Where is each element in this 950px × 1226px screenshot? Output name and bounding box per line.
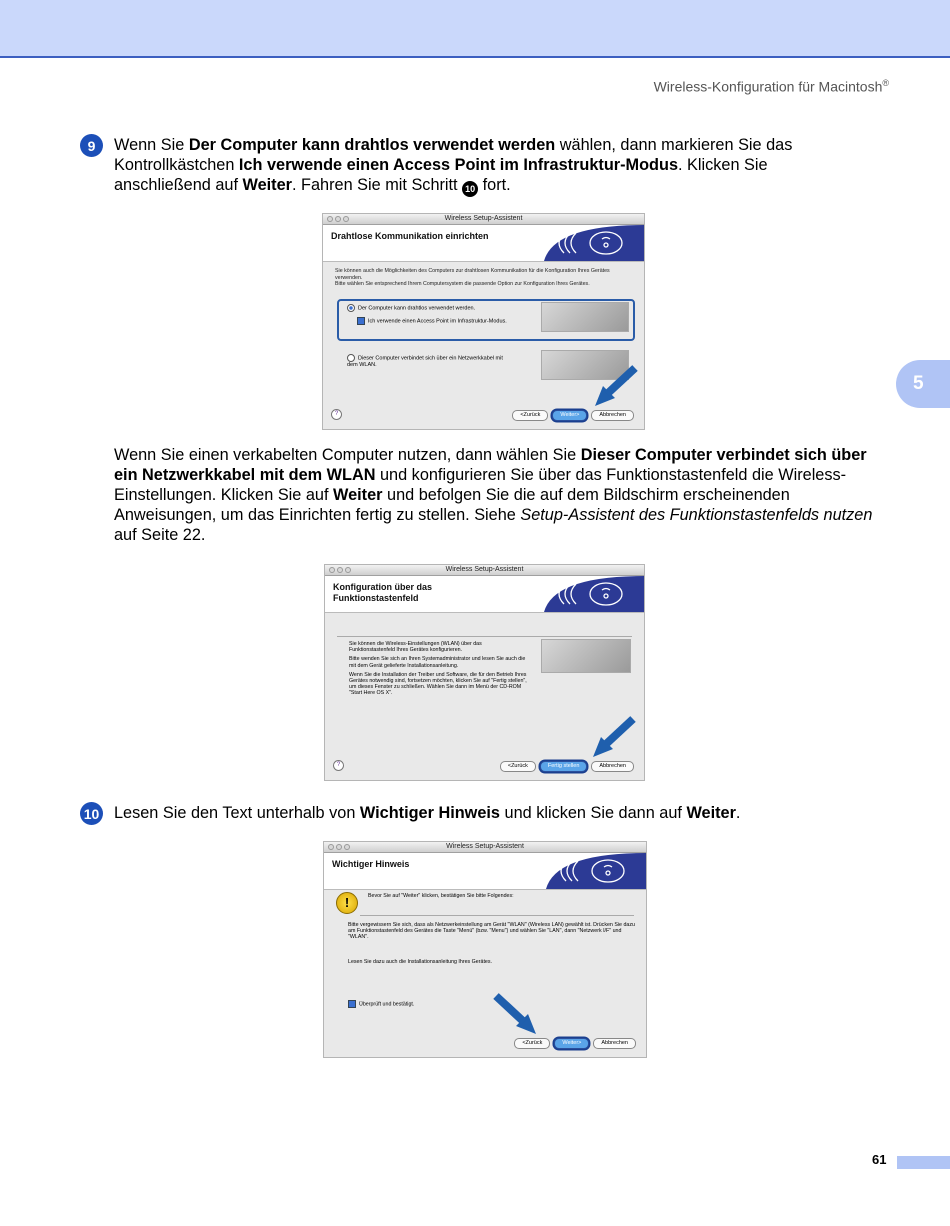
dialog-screenshot-wireless-setup: Wireless Setup-Assistent Drahtlose Kommunikation einrichten Sie können auch die Möglichkeiten des Computers zur drahtlosen Kommunikation für die Konfiguration Ihres Gerätes verwenden. Bitte wählen Sie entsprechend Ihrem Computersystem die passende Option zur Konfiguration Ihres Gerätes. Der Computer kann drahtlos verwendet werden. Ich verwende einen Access Point im Infrastruktur-Modus. Dieser Computer verbindet sich über ein Netzwerkkabel mit dem WLAN. ? <Zurück Weiter> Abbrechen (322, 213, 645, 430)
cancel-button[interactable]: Abbrechen (593, 1038, 636, 1049)
checkbox-confirmed[interactable]: Überprüft und bestätigt. (348, 1000, 414, 1008)
help-button[interactable]: ? (331, 409, 342, 420)
checkbox-access-point[interactable]: Ich verwende einen Access Point im Infrastruktur-Modus. (357, 317, 507, 325)
chapter-tab: 5 (896, 360, 950, 408)
step-9-text: Wenn Sie Der Computer kann drahtlos verwendet werden wählen, dann markieren Sie das Kontrollkästchen Ich verwende einen Access Point im Infrastruktur-Modus. Klicken Sie anschließend auf Weiter. Fahren Sie mit Schritt 10 fort. (114, 135, 854, 197)
window-title: Wireless Setup-Assistent (445, 566, 524, 573)
arrow-pointer-icon (492, 992, 537, 1037)
dialog-heading: Konfiguration über das Funktionstastenfeld (333, 582, 432, 603)
step-10-bullet: 10 (80, 802, 103, 825)
arrow-pointer-icon (591, 715, 636, 760)
step-ref-badge: 10 (462, 181, 478, 197)
back-button[interactable]: <Zurück (514, 1038, 550, 1049)
arrow-pointer-icon (593, 364, 638, 409)
window-title: Wireless Setup-Assistent (446, 843, 524, 850)
next-button[interactable]: Weiter> (552, 410, 587, 421)
step-9-bullet: 9 (80, 134, 103, 157)
window-title: Wireless Setup-Assistent (444, 215, 523, 222)
page-number: 61 (872, 1152, 887, 1167)
back-button[interactable]: <Zurück (512, 410, 548, 421)
help-button[interactable]: ? (333, 760, 344, 771)
finish-button[interactable]: Fertig stellen (540, 761, 588, 772)
header-band (0, 0, 950, 58)
dialog-heading: Drahtlose Kommunikation einrichten (331, 231, 489, 241)
radio-wireless[interactable]: Der Computer kann drahtlos verwendet werden. (347, 304, 475, 312)
wireless-logo-banner (524, 225, 644, 261)
cancel-button[interactable]: Abbrechen (591, 761, 634, 772)
warning-icon: ! (336, 892, 358, 914)
cancel-button[interactable]: Abbrechen (591, 410, 634, 421)
dialog-screenshot-important-notice: Wireless Setup-Assistent Wichtiger Hinweis ! Bevor Sie auf "Weiter" klicken, bestätigen Sie bitte Folgendes: Bitte vergewissern Sie sich, dass als Netzwerkeinstellung am Gerät "WLAN" (Wireless LAN) gewählt ist. Drücken Sie dazu am Funktionstastenfeld des Gerätes die Taste "Menü" (bzw. "Menu") und wählen Sie "LAN", dann "Netzwerk I/F" und "WLAN". Lesen Sie dazu auch die Installationsanleitung Ihres Gerätes. Überprüft und bestätigt. <Zurück Weiter> Abbrechen (323, 841, 647, 1058)
footer-bar (897, 1156, 950, 1169)
dialog-screenshot-control-panel: Wireless Setup-Assistent Konfiguration über das Funktionstastenfeld Sie können die Wireless-Einstellungen (WLAN) über das Funktionstastenfeld Ihres Gerätes konfigurieren. Bitte wenden Sie sich an Ihren Systemadministrator und lesen Sie auch die mit dem Gerät gelieferte Installationsanleitung. Wenn Sie die Installation der Treiber und Software, die für den Betrieb Ihres Gerätes notwendig sind, fortsetzen möchten, klicken Sie auf "Fertig stellen", um dieses Fenster zu schließen. Wählen Sie dann im Menü der CD-ROM "Start Here OS X". ? <Zurück Fertig stellen Abbrechen (324, 564, 645, 781)
next-button[interactable]: Weiter> (554, 1038, 589, 1049)
step-10-text: Lesen Sie den Text unterhalb von Wichtiger Hinweis und klicken Sie dann auf Weiter. (114, 804, 741, 822)
dialog-heading: Wichtiger Hinweis (332, 859, 410, 869)
wired-computer-text: Wenn Sie einen verkabelten Computer nutzen, dann wählen Sie Dieser Computer verbindet sich über ein Netzwerkkabel mit dem WLAN und konfigurieren Sie über das Funktionstastenfeld die Wireless-Einstellungen. Klicken Sie auf Weiter und befolgen Sie die auf dem Bildschirm erscheinenden Anweisungen, um das Einrichten fertig zu stellen. Siehe Setup-Assistent des Funktionstastenfelds nutzen auf Seite 22. (114, 446, 873, 544)
wireless-logo-banner (524, 576, 644, 612)
running-header: Wireless-Konfiguration für Macintosh® (653, 78, 889, 95)
control-panel-image (541, 639, 631, 673)
laptop-wireless-image (541, 302, 629, 332)
back-button[interactable]: <Zurück (500, 761, 536, 772)
wireless-logo-banner (526, 853, 646, 889)
radio-cable[interactable]: Dieser Computer verbindet sich über ein Netzwerkkabel mit dem WLAN. (347, 355, 503, 368)
